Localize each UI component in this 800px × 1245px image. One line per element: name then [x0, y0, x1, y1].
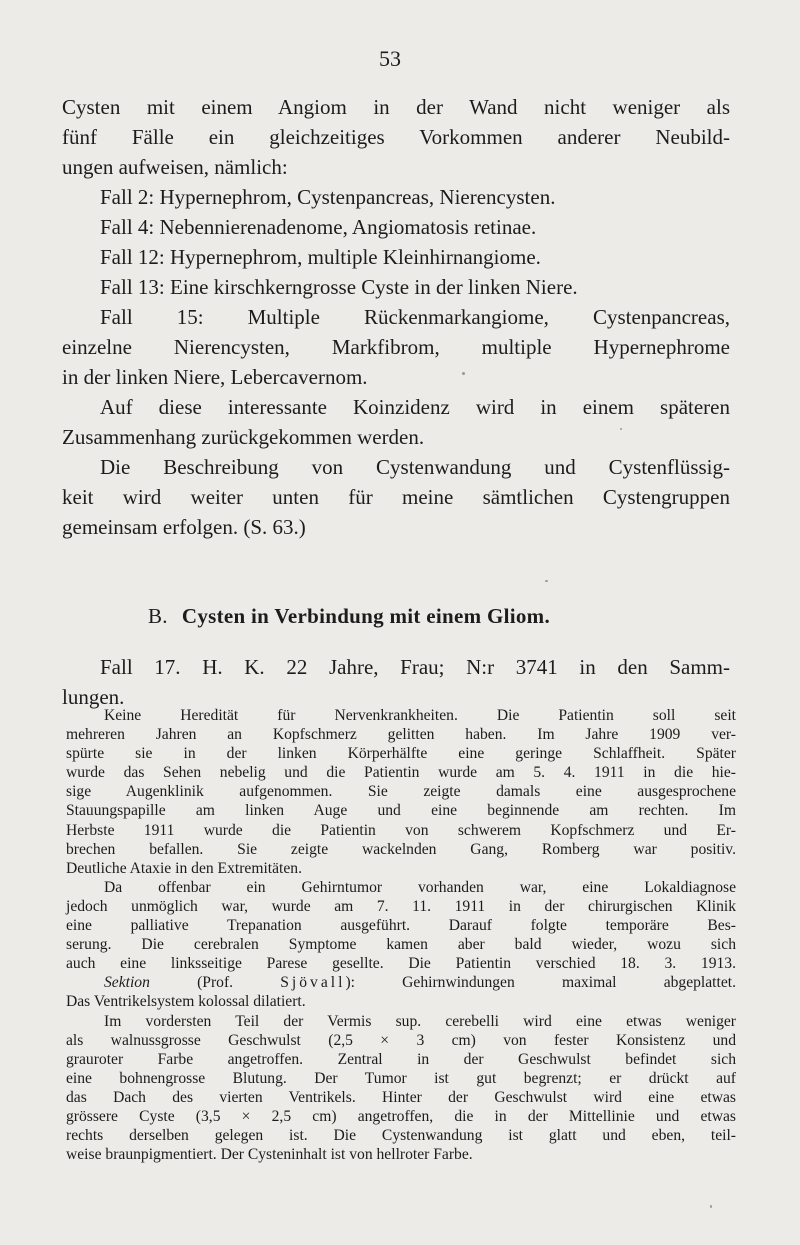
text-line: keit wird weiter unten für meine sämtlichen Cystengruppen	[62, 485, 730, 509]
text-line: eine bohnengrosse Blutung. Der Tumor ist gut begrenzt; er drückt auf	[66, 1069, 736, 1087]
text-line: lungen.	[62, 685, 125, 709]
text-line: eine palliative Trepanation ausgeführt. Darauf folgte temporäre Bes-	[66, 917, 736, 935]
section-heading	[148, 604, 708, 629]
text-line: rechts derselben gelegen ist. Die Cystenwandung ist glatt und eben, teil-	[66, 1127, 736, 1145]
text-line: grössere Cyste (3,5 × 2,5 cm) angetroffen, die in der Mittellinie und etwas	[66, 1107, 736, 1125]
paragraph-koinzidenz-intro	[62, 92, 730, 542]
section-label: B.	[148, 604, 168, 628]
text-line: Stauungspapille am linken Auge und eine beginnende am rechten. Im	[66, 802, 736, 820]
text-line: Keine Heredität für Nervenkrankheiten. Die Patientin soll seit	[104, 707, 736, 724]
sektion-after: ): Gehirnwindungen maximal abgeplattet.	[345, 974, 737, 992]
text-line: sige Augenklinik aufgenommen. Sie zeigte damals eine ausgesprochene	[66, 783, 736, 801]
paragraph-sektion	[66, 973, 736, 1011]
text-line: weise braunpigmentiert. Der Cysteninhalt ist von hellroter Farbe.	[66, 1146, 473, 1164]
case-heading-fall-17	[62, 652, 730, 712]
text-line: ungen aufweisen, nämlich:	[62, 155, 288, 179]
text-line: auch eine linksseitige Parese gesellte. Die Patientin verschied 18. 3. 1913.	[66, 955, 736, 973]
text-line: spürte sie in der linken Körperhälfte eine geringe Schlaffheit. Später	[66, 745, 736, 763]
sektion-label: Sektion	[104, 974, 150, 992]
text-line: Fall 17. H. K. 22 Jahre, Frau; N:r 3741 in den Samm-	[100, 655, 730, 679]
case-line-fall-2: Fall 2: Hypernephrom, Cystenpancreas, Nierencysten.	[100, 185, 556, 209]
text-line: in der linken Niere, Lebercavernom.	[62, 365, 368, 389]
text-line: grauroter Farbe angetroffen. Zentral in der Geschwulst befindet sich	[66, 1050, 736, 1068]
case-line-fall-15: Fall 15: Multiple Rückenmarkangiome, Cystenpancreas,	[100, 305, 730, 329]
paragraph-operation	[66, 878, 736, 973]
case-line-fall-13: Fall 13: Eine kirschkerngrosse Cyste in der linken Niere.	[100, 275, 578, 299]
text-line: als walnussgrosse Geschwulst (2,5 × 3 cm) von fester Konsistenz und	[66, 1031, 736, 1049]
text-line: fünf Fälle ein gleichzeitiges Vorkommen anderer Neubild-	[62, 125, 730, 149]
pathologist-name: Sjövall	[280, 974, 346, 992]
sektion-before: (Prof.	[149, 974, 281, 992]
print-speck	[545, 580, 548, 582]
text-line: Cysten mit einem Angiom in der Wand nicht weniger als	[62, 95, 730, 119]
text-line: einzelne Nierencysten, Markfibrom, multiple Hypernephrome	[62, 335, 730, 359]
text-line: gemeinsam erfolgen. (S. 63.)	[62, 515, 306, 539]
text-line: Deutliche Ataxie in den Extremitäten.	[66, 859, 302, 877]
text-line: das Dach des vierten Ventrikels. Hinter der Geschwulst wird eine etwas	[66, 1088, 736, 1106]
case-report-small-print	[66, 706, 736, 1164]
page-number: 53	[379, 46, 401, 71]
text-line: Da offenbar ein Gehirntumor vorhanden war, eine Lokaldiagnose	[104, 878, 736, 896]
text-line: Herbste 1911 wurde die Patientin von schwerem Kopfschmerz und Er-	[66, 821, 736, 839]
text-line: mehreren Jahren an Kopfschmerz gelitten haben. Im Jahre 1909 ver-	[66, 726, 736, 744]
print-speck	[620, 428, 622, 430]
text-line: brechen befallen. Sie zeigte wackelnden Gang, Romberg war positiv.	[66, 840, 736, 858]
print-speck	[710, 1205, 712, 1208]
text-line: serung. Die cerebralen Symptome kamen aber bald wieder, wozu sich	[66, 936, 736, 954]
text-line: Das Ventrikelsystem kolossal dilatiert.	[66, 993, 306, 1011]
case-line-fall-4: Fall 4: Nebennierenadenome, Angiomatosis retinae.	[100, 215, 537, 239]
paragraph-anamnese	[66, 706, 736, 878]
text-line: Im vordersten Teil der Vermis sup. cerebelli wird eine etwas weniger	[104, 1012, 736, 1030]
text-line: jedoch unmöglich war, wurde am 7. 11. 1911 in der chirurgischen Klinik	[66, 897, 736, 915]
case-line-fall-12: Fall 12: Hypernephrom, multiple Kleinhirnangiome.	[100, 245, 541, 269]
text-line: Auf diese interessante Koinzidenz wird in einem späteren	[100, 395, 730, 419]
print-speck	[462, 372, 465, 375]
text-line: Zusammenhang zurückgekommen werden.	[62, 425, 425, 449]
text-line: wurde das Sehen nebelig und die Patientin wurde am 5. 4. 1911 in die hie-	[66, 764, 736, 782]
section-title: Cysten in Verbindung mit einem Gliom.	[181, 604, 550, 628]
text-line: Die Beschreibung von Cystenwandung und Cystenflüssig-	[100, 455, 730, 479]
paragraph-befund	[66, 1012, 736, 1165]
text-line	[66, 973, 736, 992]
